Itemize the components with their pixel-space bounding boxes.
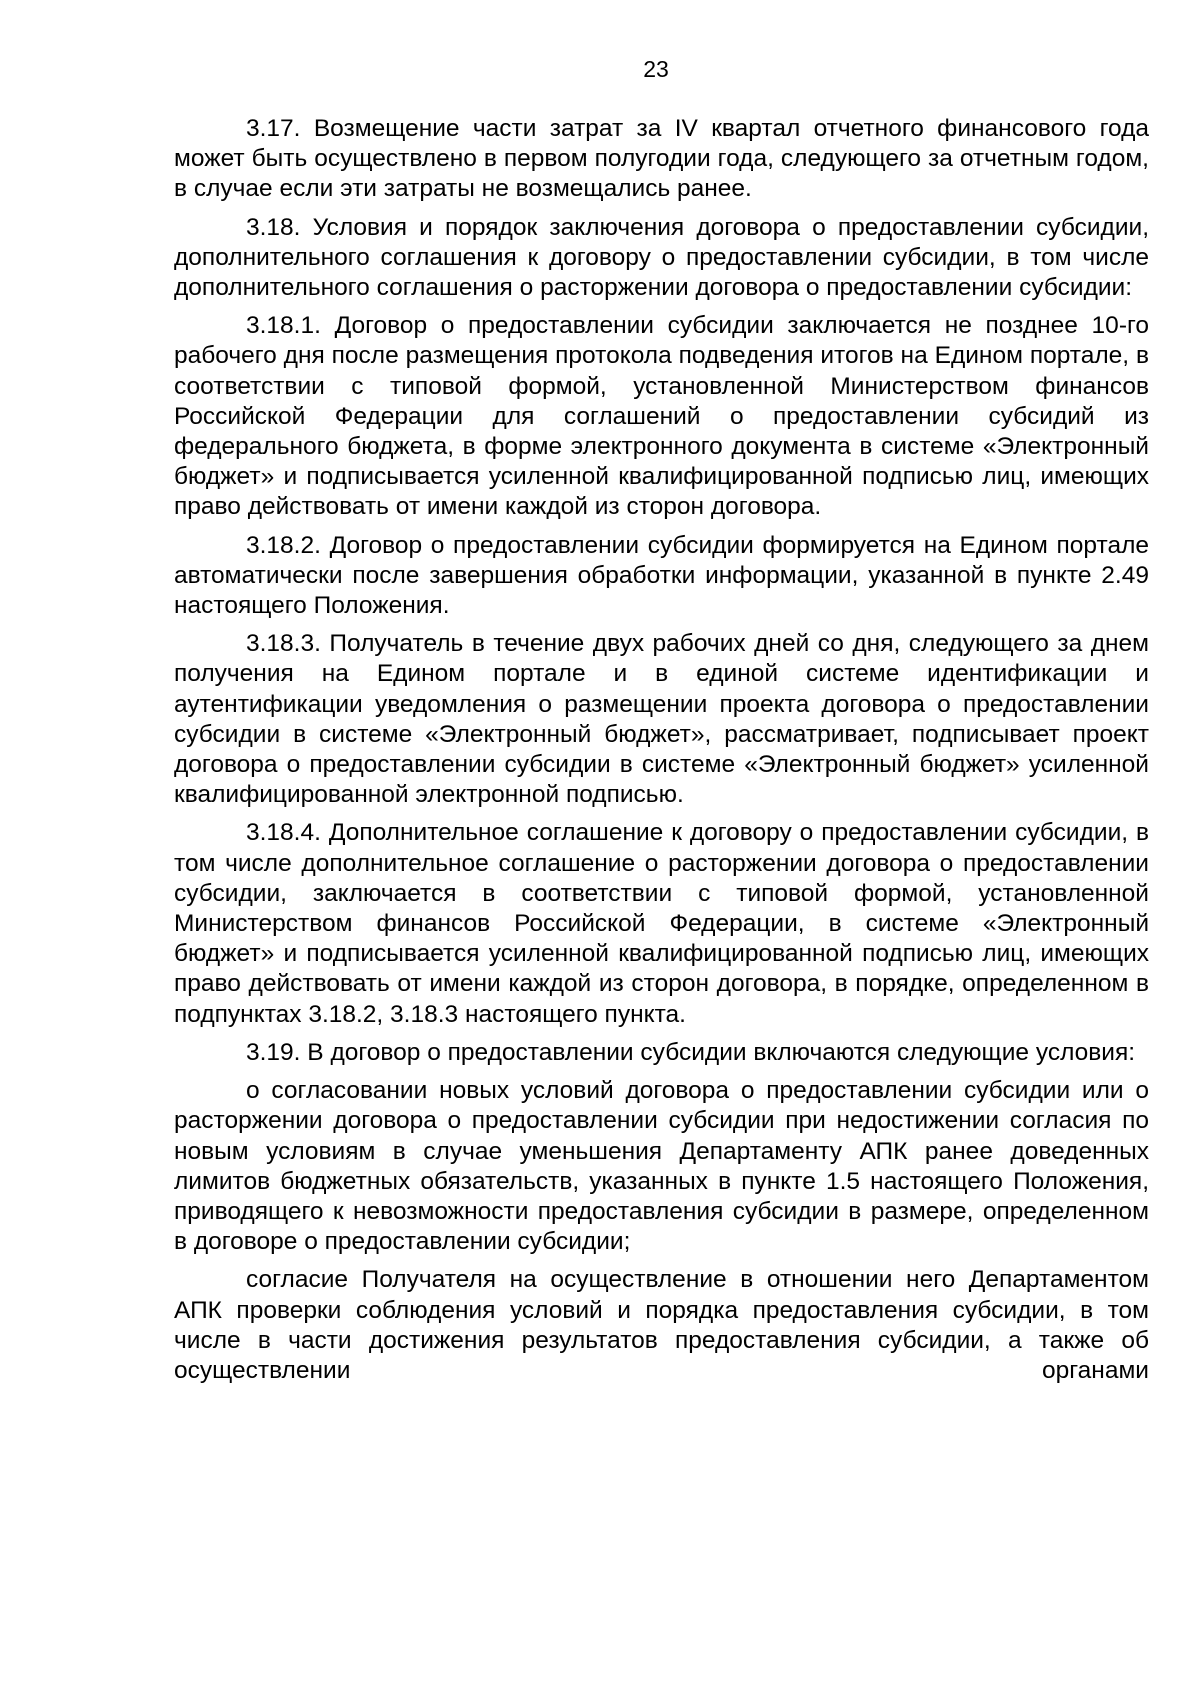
paragraph-condition-agreement: о согласовании новых условий договора о предоставлении субсидии или о расторжении договора о предоставлении субсидии при недостижении согласия по новым условиям в случае уменьшения Департаменту АПК ранее доведенных лимитов бюджетных обязательств, указанных в пункте 1.5 настоящего Положения, приводящего к невозможности предоставления субсидии в размере, определенном в договоре о предоставлении субсидии; (174, 1077, 1149, 1256)
paragraph-3-17: 3.17. Возмещение части затрат за IV квартал отчетного финансового года может быть осуществлено в первом полугодии года, следующего за отчетным годом, в случае если эти затраты не возмещались ранее. (174, 115, 1149, 203)
paragraph-3-18-3: 3.18.3. Получатель в течение двух рабочих дней со дня, следующего за днем получения на Едином портале и в единой системе идентификации и аутентификации уведомления о размещении проекта договора о предоставлении субсидии в системе «Электронный бюджет», рассматривает, подписывает проект договора о предоставлении субсидии в системе «Электронный бюджет» усиленной квалифицированной электронной подписью. (174, 630, 1149, 809)
paragraph-condition-consent: согласие Получателя на осуществление в отношении него Департаментом АПК проверки соблюдения условий и порядка предоставления субсидии, в том числе в части достижения результатов предоставления субсидии, а также об осуществлении органами (174, 1266, 1149, 1384)
paragraph-3-18: 3.18. Условия и порядок заключения договора о предоставлении субсидии, дополнительного соглашения к договору о предоставлении субсидии, в том числе дополнительного соглашения о расторжении договора о предоставлении субсидии: (174, 213, 1149, 302)
paragraph-3-19: 3.19. В договор о предоставлении субсидии включаются следующие условия: (246, 1038, 1136, 1066)
paragraph-3-18-4: 3.18.4. Дополнительное соглашение к договору о предоставлении субсидии, в том числе дополнительное соглашение о расторжении договора о предоставлении субсидии, заключается в соответствии с типовой формой, установленной Министерством финансов Российской Федерации, в системе «Электронный бюджет» и подписывается усиленной квалифицированной подписью лиц, имеющих право действовать от имени каждой из сторон договора, в порядке, определенном в подпунктах 3.18.2, 3.18.3 настоящего пункта. (174, 819, 1149, 1028)
paragraph-3-18-2: 3.18.2. Договор о предоставлении субсидии формируется на Едином портале автоматически после завершения обработки информации, указанной в пункте 2.49 настоящего Положения. (174, 531, 1149, 620)
page-number: 23 (643, 56, 669, 82)
document-body (174, 114, 1149, 1386)
paragraph-3-18-1: 3.18.1. Договор о предоставлении субсидии заключается не позднее 10-го рабочего дня после размещения протокола подведения итогов на Едином портале, в соответствии с типовой формой, установленной Министерством финансов Российской Федерации для соглашений о предоставлении субсидий из федерального бюджета, в форме электронного документа в системе «Электронный бюджет» и подписывается усиленной квалифицированной подписью лиц, имеющих право действовать от имени каждой из сторон договора. (174, 312, 1149, 521)
